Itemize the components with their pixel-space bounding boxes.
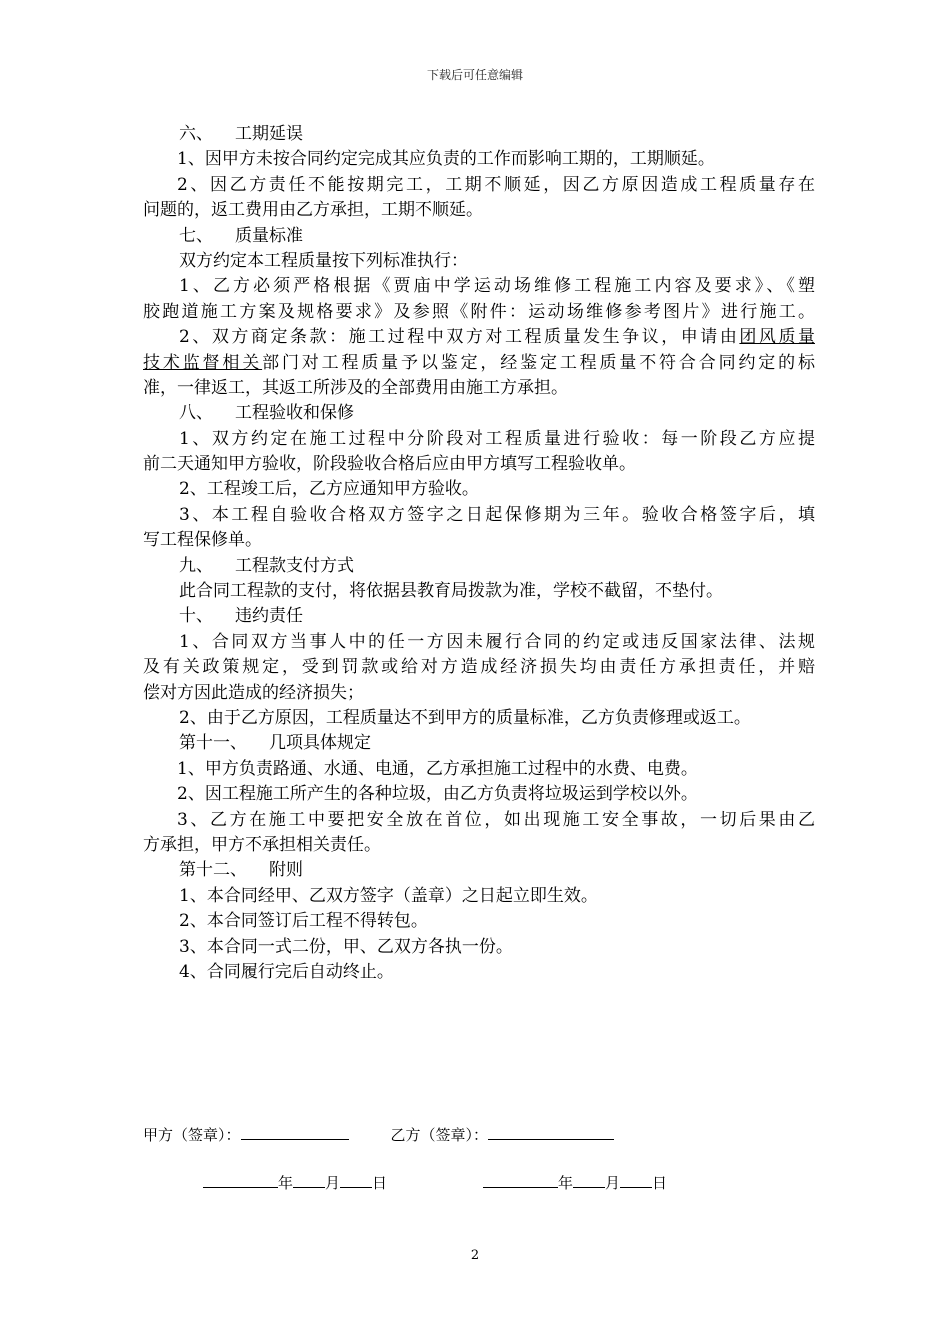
year-blank[interactable] xyxy=(203,1173,278,1188)
paragraph: 此合同工程款的支付，将依据县教育局拨款为准，学校不截留，不垫付。 xyxy=(179,581,723,602)
paragraph: 1、因甲方未按合同约定完成其应负责的工作而影响工期的，工期顺延。 xyxy=(177,149,715,170)
paragraph: 3、乙方在施工中要把安全放在首位，如出现施工安全事故，一切后果由乙 xyxy=(177,809,815,830)
paragraph-continuation: 问题的，返工费用由乙方承担，工期不顺延。 xyxy=(143,200,483,221)
paragraph: 2、因工程施工所产生的各种垃圾，由乙方负责将垃圾运到学校以外。 xyxy=(177,784,698,805)
section-heading-7 xyxy=(143,224,815,249)
section-title: 违约责任 xyxy=(235,606,303,627)
section-number: 十、 xyxy=(179,606,213,627)
paragraph: 1、乙方必须严格根据《贾庙中学运动场维修工程施工内容及要求》、《塑 xyxy=(179,276,815,297)
section-heading-10 xyxy=(143,604,815,629)
year-label: 年 xyxy=(558,1174,574,1192)
year-label: 年 xyxy=(278,1174,294,1192)
section-title: 工程款支付方式 xyxy=(235,555,354,576)
section-number: 第十一、 xyxy=(179,733,247,754)
section-number: 九、 xyxy=(179,555,213,576)
section-title: 几项具体规定 xyxy=(269,733,371,754)
section-heading-12 xyxy=(143,858,815,883)
page-number: 2 xyxy=(470,1248,480,1263)
day-blank[interactable] xyxy=(620,1173,652,1188)
year-blank[interactable] xyxy=(483,1173,558,1188)
section-heading-9 xyxy=(143,554,815,579)
paragraph: 1、双方约定在施工过程中分阶段对工程质量进行验收：每一阶段乙方应提 xyxy=(179,428,815,449)
month-blank[interactable] xyxy=(293,1173,325,1188)
paragraph: 3、本合同一式二份，甲、乙双方各执一份。 xyxy=(179,936,513,957)
party-b-date xyxy=(483,1172,667,1193)
party-a-signature-label: 甲方（签章）： xyxy=(143,1126,241,1144)
paragraph-continuation xyxy=(143,351,815,376)
paragraph: 3、本工程自验收合格双方签字之日起保修期为三年。验收合格签字后，填 xyxy=(179,504,815,525)
paragraph-continuation: 偿对方因此造成的经济损失； xyxy=(143,682,364,703)
underlined-text: 技术监督相关 xyxy=(143,352,263,373)
contract-body xyxy=(143,122,815,985)
paragraph-text: 2、双方商定条款：施工过程中双方对工程质量发生争议，申请由 xyxy=(179,327,740,348)
paragraph-continuation: 及有关政策规定，受到罚款或给对方造成经济损失均由责任方承担责任，并赔 xyxy=(143,657,815,678)
day-label: 日 xyxy=(372,1174,388,1192)
section-number: 六、 xyxy=(179,124,213,144)
paragraph-continuation: 写工程保修单。 xyxy=(143,530,262,551)
paragraph-continuation: 方承担，甲方不承担相关责任。 xyxy=(143,834,381,855)
party-b-signature-label: 乙方（签章）： xyxy=(390,1126,489,1144)
section-title: 工期延误 xyxy=(235,124,303,144)
day-blank[interactable] xyxy=(340,1173,372,1188)
page-header: 下载后可任意编辑 xyxy=(426,68,523,82)
paragraph: 1、合同双方当事人中的任一方因未履行合同的约定或违反国家法律、法规 xyxy=(179,631,815,652)
month-label: 月 xyxy=(325,1174,341,1192)
paragraph xyxy=(143,325,815,350)
paragraph: 2、工程竣工后，乙方应通知甲方验收。 xyxy=(179,479,479,500)
section-title: 质量标准 xyxy=(235,225,303,246)
paragraph: 2、由于乙方原因，工程质量达不到甲方的质量标准，乙方负责修理或返工。 xyxy=(179,707,751,728)
signature-row xyxy=(143,1124,614,1145)
month-label: 月 xyxy=(605,1174,621,1192)
day-label: 日 xyxy=(652,1174,668,1192)
paragraph-continuation: 准，一律返工，其返工所涉及的全部费用由施工方承担。 xyxy=(143,377,568,398)
paragraph-continuation: 胶跑道施工方案及规格要求》及参照《附件：运动场维修参考图片》进行施工。 xyxy=(143,301,815,322)
underlined-text: 团风质量 xyxy=(739,327,815,348)
section-title: 工程验收和保修 xyxy=(235,403,354,424)
section-number: 八、 xyxy=(179,403,213,424)
section-number: 七、 xyxy=(179,225,213,246)
section-heading-11 xyxy=(143,731,815,756)
section-heading-6 xyxy=(143,122,815,147)
party-a-date xyxy=(203,1172,387,1193)
section-title: 附则 xyxy=(269,860,303,881)
section-heading-8 xyxy=(143,401,815,426)
paragraph: 2、本合同签订后工程不得转包。 xyxy=(179,911,428,932)
paragraph: 2、因乙方责任不能按期完工，工期不顺延，因乙方原因造成工程质量存在 xyxy=(177,174,815,195)
paragraph: 1、本合同经甲、乙双方签字（盖章）之日起立即生效。 xyxy=(179,885,598,906)
party-b-signature-blank[interactable] xyxy=(488,1125,614,1140)
paragraph: 双方约定本工程质量按下列标准执行： xyxy=(179,250,468,271)
month-blank[interactable] xyxy=(573,1173,605,1188)
paragraph-text: 部门对工程质量予以鉴定，经鉴定工程质量不符合合同约定的标 xyxy=(262,352,815,373)
paragraph-continuation: 前二天通知甲方验收，阶段验收合格后应由甲方填写工程验收单。 xyxy=(143,454,636,475)
paragraph: 1、甲方负责路通、水通、电通，乙方承担施工过程中的水费、电费。 xyxy=(177,758,698,779)
party-a-signature-blank[interactable] xyxy=(241,1125,349,1140)
paragraph: 4、合同履行完后自动终止。 xyxy=(179,961,394,982)
section-number: 第十二、 xyxy=(179,860,247,881)
